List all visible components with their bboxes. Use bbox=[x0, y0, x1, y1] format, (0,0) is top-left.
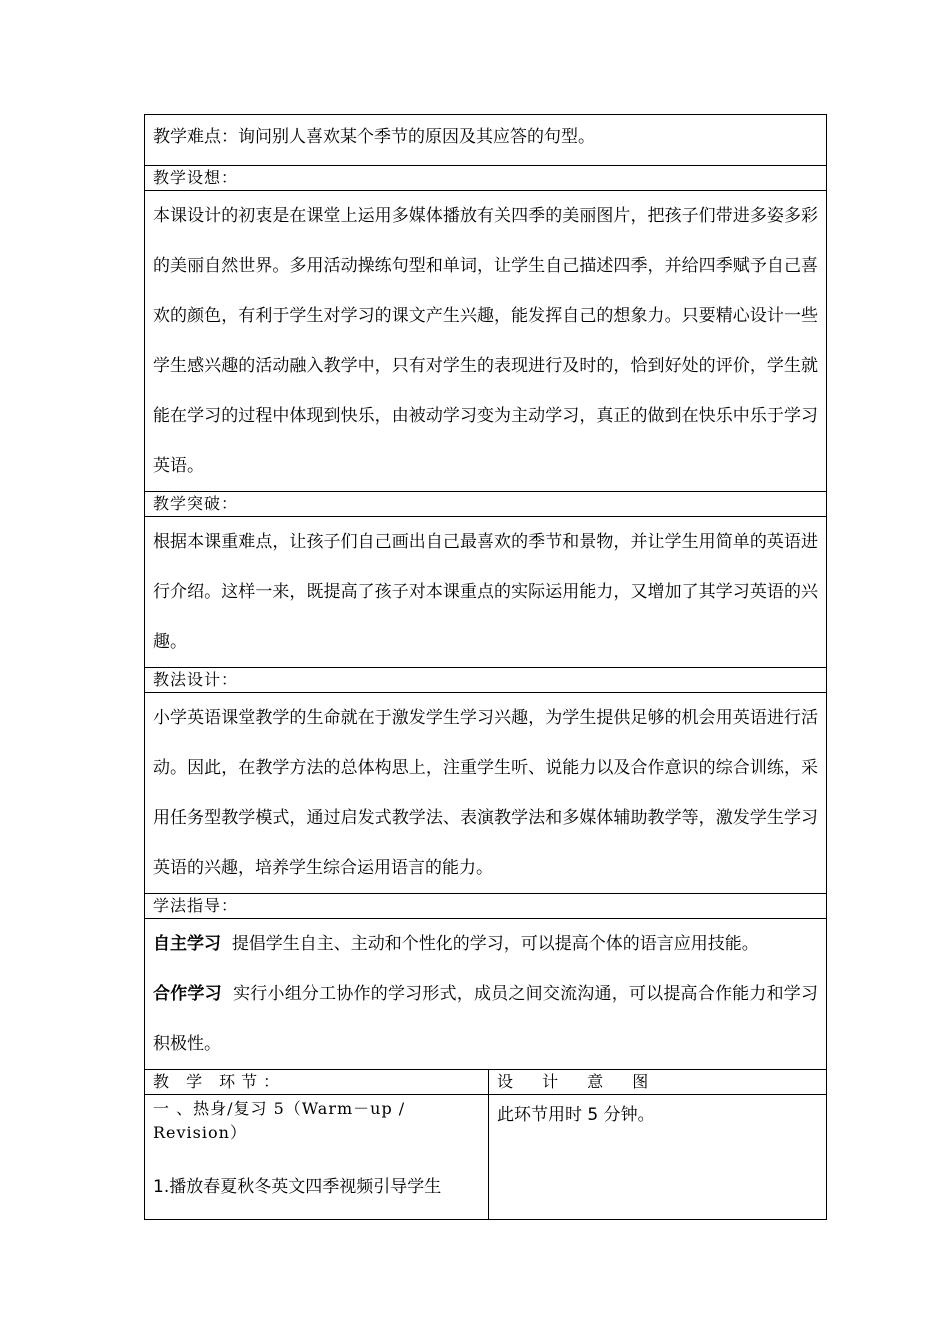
stage-1-cell bbox=[145, 1095, 489, 1220]
stage-header: 教 学 环节： bbox=[145, 1070, 489, 1095]
guide-item-cooperative bbox=[153, 969, 818, 1069]
teaching-difficulty-text: 教学难点：询问别人喜欢某个季节的原因及其应答的句型。 bbox=[153, 127, 595, 147]
stage-1-intent-cell bbox=[489, 1095, 827, 1220]
teaching-breakthrough-text: 根据本课重难点，让孩子们自己画出自己最喜欢的季节和景物，并让学生用简单的英语进行介绍。这样一来，既提高了孩子对本课重点的实际运用能力，又增加了其学习英语的兴趣。 bbox=[153, 532, 818, 652]
intent-header: 设 计 意 图 bbox=[489, 1070, 827, 1095]
learning-guide-cell bbox=[145, 919, 827, 1070]
stage-1-intent-text: 此环节用时 5 分钟。 bbox=[497, 1105, 655, 1125]
guide-item-autonomous bbox=[153, 919, 818, 969]
teaching-difficulty-cell bbox=[145, 115, 827, 166]
guide-item-cooperative-label: 合作学习 bbox=[153, 984, 222, 1004]
method-design-header: 教法设计： bbox=[145, 668, 827, 693]
teaching-breakthrough-header: 教学突破： bbox=[145, 492, 827, 517]
lesson-plan-table bbox=[144, 114, 827, 1220]
method-design-cell bbox=[145, 693, 827, 894]
teaching-idea-text: 本课设计的初衷是在课堂上运用多媒体播放有关四季的美丽图片，把孩子们带进多姿多彩的美丽自然世界。多用活动操练句型和单词，让学生自己描述四季，并给四季赋予自己喜欢的颜色，有利于学生对学习的课文产生兴趣，能发挥自己的想象力。只要精心设计一些学生感兴趣的活动融入教学中，只有对学生的表现进行及时的，恰到好处的评价，学生就能在学习的过程中体现到快乐，由被动学习变为主动学习，真正的做到在快乐中乐于学习英语。 bbox=[153, 206, 818, 476]
lesson-plan-page bbox=[144, 114, 826, 1220]
guide-item-autonomous-label: 自主学习 bbox=[153, 934, 221, 954]
method-design-text: 小学英语课堂教学的生命就在于激发学生学习兴趣，为学生提供足够的机会用英语进行活动。因此，在教学方法的总体构思上，注重学生听、说能力以及合作意识的综合训练，采用任务型教学模式，通过启发式教学法、表演教学法和多媒体辅助教学等，激发学生学习英语的兴趣，培养学生综合运用语言的能力。 bbox=[153, 708, 818, 878]
learning-guide-header: 学法指导： bbox=[145, 894, 827, 919]
guide-item-autonomous-text: 提倡学生自主、主动和个性化的学习，可以提高个体的语言应用技能。 bbox=[231, 934, 759, 954]
teaching-breakthrough-cell bbox=[145, 517, 827, 668]
stage-1-title: 一 、热身/复习 5（Warm－up / Revision） bbox=[153, 1099, 406, 1142]
teaching-idea-header: 教学设想： bbox=[145, 166, 827, 191]
teaching-idea-cell bbox=[145, 191, 827, 492]
stage-1-step: 1.播放春夏秋冬英文四季视频引导学生 bbox=[153, 1177, 442, 1197]
guide-item-cooperative-text: 实行小组分工协作的学习形式，成员之间交流沟通，可以提高合作能力和学习积极性。 bbox=[153, 984, 819, 1054]
